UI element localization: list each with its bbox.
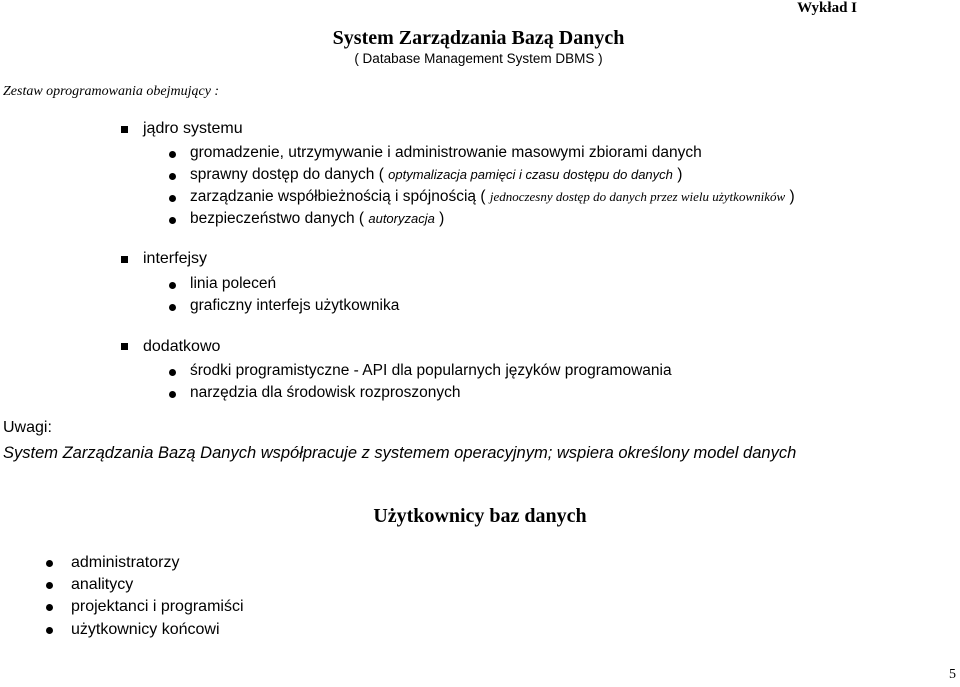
list-item-note: autoryzacja xyxy=(368,211,435,226)
dot-bullet-icon xyxy=(169,195,176,202)
list-item-text: zarządzanie współbieżnością i spójnością ( xyxy=(190,188,490,205)
page-title xyxy=(0,27,960,50)
user-list-item: użytkownicy końcowi xyxy=(71,621,220,638)
notes-label: Uwagi: xyxy=(3,419,52,436)
page-subtitle xyxy=(0,51,960,66)
users-heading xyxy=(0,505,960,528)
list-item xyxy=(190,144,702,162)
list-item-note: optymalizacja pamięci i czasu dostępu do danych xyxy=(388,167,673,182)
list-item-note: jednoczesny dostęp do danych przez wielu użytkowników xyxy=(489,189,786,204)
list-item xyxy=(190,210,444,228)
dot-bullet-icon xyxy=(46,604,53,611)
dot-bullet-icon xyxy=(46,560,53,567)
list-item: linia poleceń xyxy=(190,275,277,292)
dot-bullet-icon xyxy=(169,173,176,180)
list-item-tail: ) xyxy=(434,210,445,227)
section-label-interfaces: interfejsy xyxy=(143,250,208,267)
dot-bullet-icon xyxy=(169,369,176,376)
user-list-item: projektanci i programiści xyxy=(71,598,244,615)
list-item-text: sprawny dostęp do danych ( xyxy=(190,166,389,183)
dot-bullet-icon xyxy=(46,627,53,634)
users-heading-text: Użytkownicy baz danych xyxy=(373,505,587,527)
section-label-additional: dodatkowo xyxy=(143,338,221,355)
square-bullet-icon xyxy=(121,343,128,350)
list-item xyxy=(190,188,795,206)
dot-bullet-icon xyxy=(46,582,53,589)
list-item-tail: ) xyxy=(785,188,795,205)
intro-text: Zestaw oprogramowania obejmujący : xyxy=(3,84,220,99)
page-number: 5 xyxy=(949,667,956,682)
list-item: narzędzia dla środowisk rozproszonych xyxy=(190,384,461,401)
list-item-text: gromadzenie, utrzymywanie i administrowanie masowymi zbiorami danych xyxy=(190,144,702,161)
list-item-text: bezpieczeństwo danych ( xyxy=(190,210,369,227)
dot-bullet-icon xyxy=(169,391,176,398)
dot-bullet-icon xyxy=(169,282,176,289)
notes-text: System Zarządzania Bazą Danych współpracuje z systemem operacyjnym; wspiera określony model danych xyxy=(3,444,797,462)
square-bullet-icon xyxy=(121,126,128,133)
list-item xyxy=(190,166,682,184)
page-title-text: System Zarządzania Bazą Danych xyxy=(332,27,625,49)
dot-bullet-icon xyxy=(169,217,176,224)
list-item-tail: ) xyxy=(672,166,683,183)
user-list-item: administratorzy xyxy=(71,554,180,571)
dot-bullet-icon xyxy=(169,304,176,311)
list-item: graficzny interfejs użytkownika xyxy=(190,297,400,314)
list-item: środki programistyczne - API dla popularnych języków programowania xyxy=(190,362,672,379)
page-subtitle-text: ( Database Management System DBMS ) xyxy=(354,51,603,66)
dot-bullet-icon xyxy=(169,151,176,158)
square-bullet-icon xyxy=(121,256,128,263)
lecture-label: Wykład I xyxy=(797,0,857,16)
section-label-core: jądro systemu xyxy=(143,120,243,137)
user-list-item: analitycy xyxy=(71,576,134,593)
